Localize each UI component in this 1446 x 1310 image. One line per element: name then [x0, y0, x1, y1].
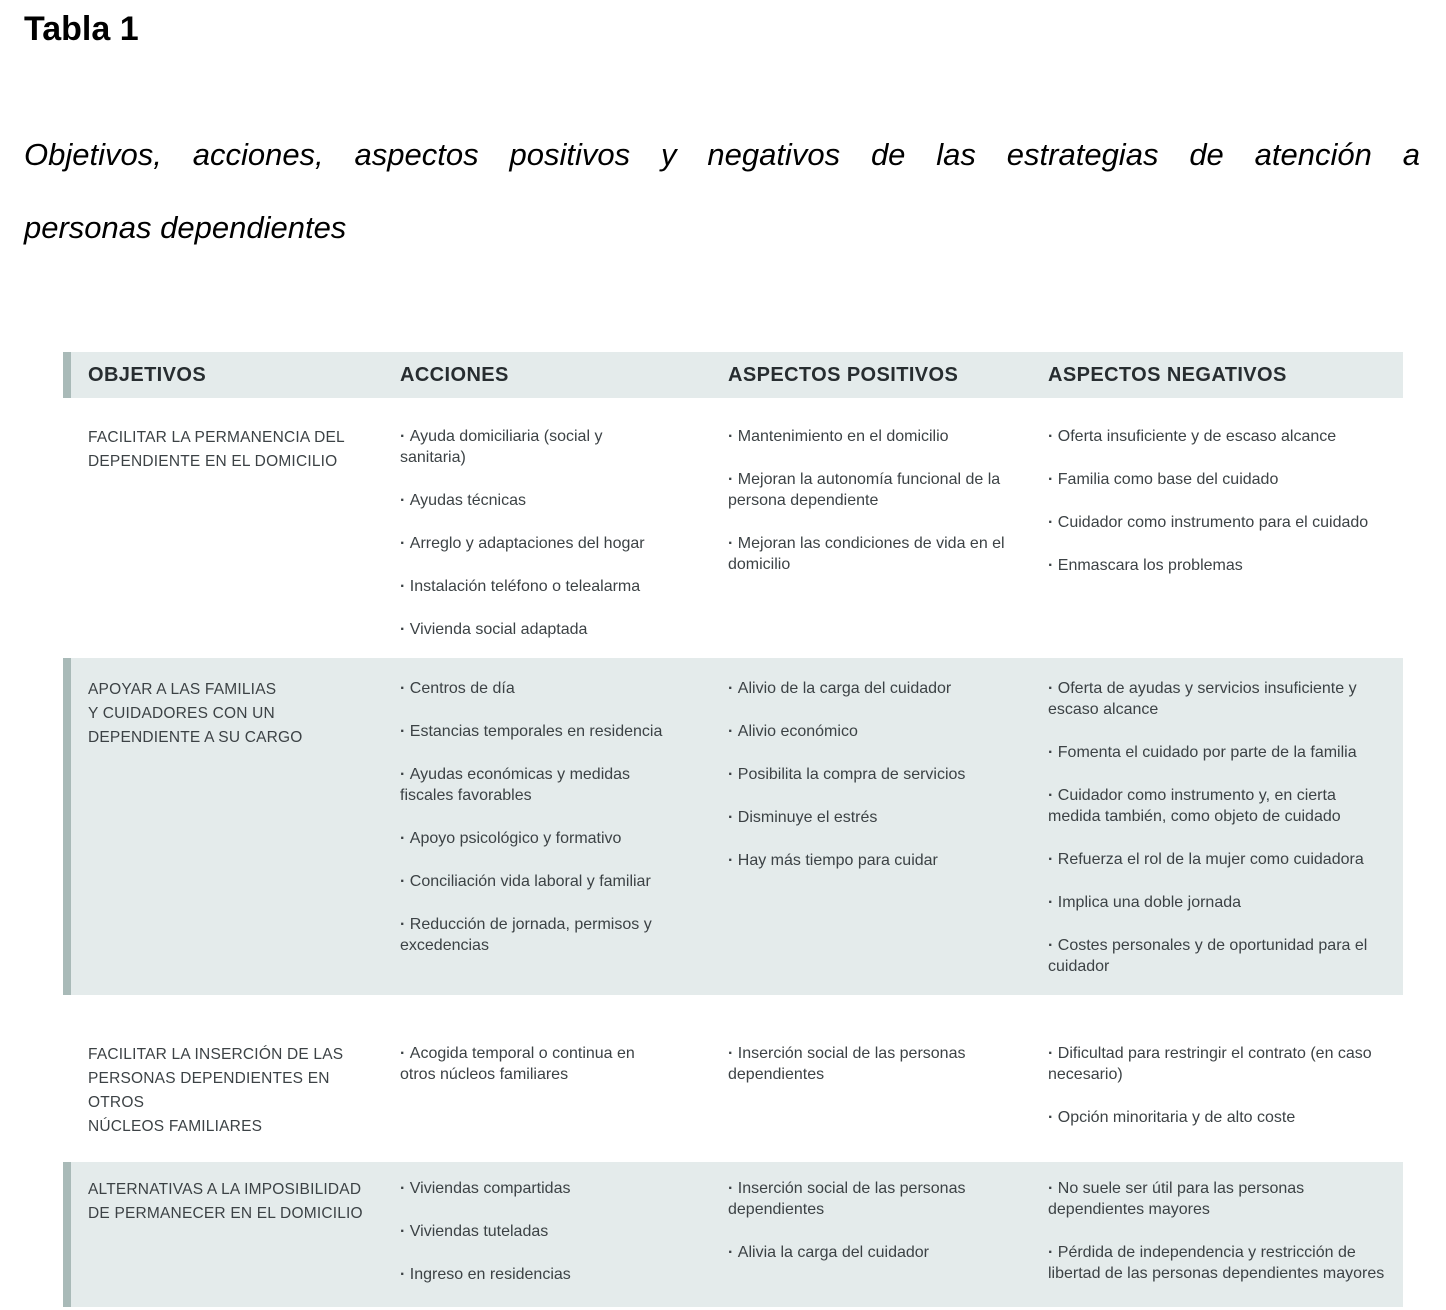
objetivo-cell [63, 426, 400, 640]
table-row-apoyo-familias [63, 658, 1403, 995]
bullet-item: · Apoyo psicológico y formativo [400, 828, 672, 849]
acciones-cell [400, 1178, 728, 1289]
negativos-cell [1048, 1043, 1403, 1144]
bullet-item: · Hay más tiempo para cuidar [728, 850, 1018, 871]
bullet-item: · Disminuye el estrés [728, 807, 1018, 828]
objective-line: ALTERNATIVAS A LA IMPOSIBILIDAD [88, 1181, 362, 1198]
objetivo-cell [63, 1043, 400, 1144]
bullet-item: · Viviendas compartidas [400, 1178, 672, 1199]
bullet-item: · Inserción social de las personas dependientes [728, 1043, 1018, 1085]
table-caption [24, 118, 1420, 264]
bullet-item: · Alivia la carga del cuidador [728, 1242, 1018, 1263]
objetivo-cell [63, 678, 400, 977]
positivos-cell [728, 1043, 1048, 1144]
objective-line: DEPENDIENTE EN EL DOMICILIO [88, 453, 338, 470]
strategies-table [63, 352, 1403, 1307]
bullet-item: · Costes personales y de oportunidad para el cuidador [1048, 935, 1391, 977]
objective-line: PERSONAS DEPENDIENTES EN OTROS [88, 1070, 330, 1111]
bullet-item: · Conciliación vida laboral y familiar [400, 871, 672, 892]
bullet-item: · Centros de día [400, 678, 672, 699]
bullet-item: · Refuerza el rol de la mujer como cuidadora [1048, 849, 1391, 870]
bullet-item: · Pérdida de independencia y restricción de libertad de las personas dependientes mayores [1048, 1242, 1391, 1284]
bullet-item: · Estancias temporales en residencia [400, 721, 672, 742]
bullet-item: · Cuidador como instrumento y, en cierta medida también, como objeto de cuidado [1048, 785, 1391, 827]
bullet-item: · Inserción social de las personas dependientes [728, 1178, 1018, 1220]
objective-line: FACILITAR LA PERMANENCIA DEL [88, 429, 345, 446]
column-header-aspectos-positivos: ASPECTOS POSITIVOS [728, 363, 959, 386]
bullet-item: · Familia como base del cuidado [1048, 469, 1391, 490]
negativos-cell [1048, 678, 1403, 977]
positivos-cell [728, 1178, 1048, 1289]
bullet-item: · Acogida temporal o continua en otros núcleos familiares [400, 1043, 672, 1085]
bullet-item: · Oferta insuficiente y de escaso alcance [1048, 426, 1391, 447]
objective-line: NÚCLEOS FAMILIARES [88, 1118, 263, 1135]
objetivo-cell [63, 1178, 400, 1289]
bullet-item: · Vivienda social adaptada [400, 619, 672, 640]
table-number-title: Tabla 1 [24, 10, 139, 48]
bullet-item: · Ingreso en residencias [400, 1264, 672, 1285]
bullet-item: · Cuidador como instrumento para el cuidado [1048, 512, 1391, 533]
table-row-insercion-otros-nucleos [63, 995, 1403, 1162]
caption-line-2: personas dependientes [24, 210, 347, 245]
positivos-cell [728, 678, 1048, 977]
bullet-item: · Dificultad para restringir el contrato (en caso necesario) [1048, 1043, 1391, 1085]
bullet-item: · Viviendas tuteladas [400, 1221, 672, 1242]
bullet-item: · Oferta de ayudas y servicios insuficiente y escaso alcance [1048, 678, 1391, 720]
acciones-cell [400, 426, 728, 640]
caption-line-1: Objetivos, acciones, aspectos positivos y negativos de las estrategias de atención a [24, 137, 1420, 172]
bullet-item: · Enmascara los problemas [1048, 555, 1391, 576]
bullet-item: · Reducción de jornada, permisos y excedencias [400, 914, 672, 956]
bullet-item: · Ayuda domiciliaria (social y sanitaria) [400, 426, 672, 468]
negativos-cell [1048, 1178, 1403, 1289]
bullet-item: · Mejoran las condiciones de vida en el domicilio [728, 533, 1018, 575]
positivos-cell [728, 426, 1048, 640]
bullet-item: · Arreglo y adaptaciones del hogar [400, 533, 672, 554]
bullet-item: · Implica una doble jornada [1048, 892, 1391, 913]
objective-line: FACILITAR LA INSERCIÓN DE LAS [88, 1046, 344, 1063]
bullet-item: · Instalación teléfono o telealarma [400, 576, 672, 597]
table-row-alternativas-domicilio [63, 1162, 1403, 1307]
bullet-item: · Mejoran la autonomía funcional de la persona dependiente [728, 469, 1018, 511]
bullet-item: · Mantenimiento en el domicilio [728, 426, 1018, 447]
column-header-acciones: ACCIONES [400, 363, 509, 386]
bullet-item: · Ayudas económicas y medidas fiscales favorables [400, 764, 672, 806]
table-row-permanencia-domicilio [63, 398, 1403, 658]
bullet-item: · Alivio de la carga del cuidador [728, 678, 1018, 699]
column-header-aspectos-negativos: ASPECTOS NEGATIVOS [1048, 363, 1287, 386]
acciones-cell [400, 1043, 728, 1144]
bullet-item: · No suele ser útil para las personas dependientes mayores [1048, 1178, 1391, 1220]
objective-line: DEPENDIENTE A SU CARGO [88, 729, 303, 746]
bullet-item: · Posibilita la compra de servicios [728, 764, 1018, 785]
acciones-cell [400, 678, 728, 977]
table-header-row [63, 352, 1403, 398]
bullet-item: · Opción minoritaria y de alto coste [1048, 1107, 1391, 1128]
objective-line: APOYAR A LAS FAMILIAS [88, 681, 277, 698]
objective-line: DE PERMANECER EN EL DOMICILIO [88, 1205, 363, 1222]
negativos-cell [1048, 426, 1403, 640]
bullet-item: · Alivio económico [728, 721, 1018, 742]
bullet-item: · Fomenta el cuidado por parte de la familia [1048, 742, 1391, 763]
objective-line: Y CUIDADORES CON UN [88, 705, 275, 722]
bullet-item: · Ayudas técnicas [400, 490, 672, 511]
column-header-objetivos: OBJETIVOS [88, 363, 207, 386]
